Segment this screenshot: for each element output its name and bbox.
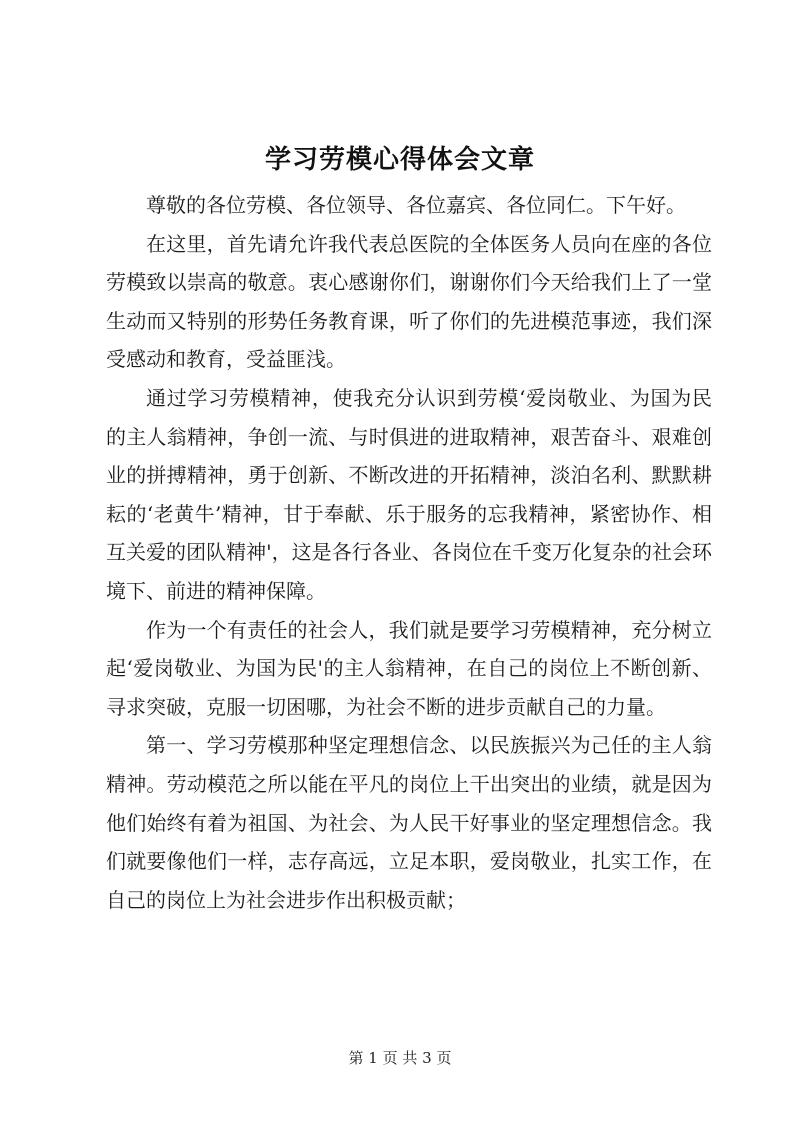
paragraph-spirit: 通过学习劳模精神，使我充分认识到劳模‘爱岗敬业、为国为民的主人翁精神，争创一流、与时俱进的进取精神，艰苦奋斗、艰难创业的拼搏精神，勇于创新、不断改进的开拓精神，淡泊名利、默默耕耘的‘老黄牛’精神，甘于奉献、乐于服务的忘我精神，紧密协作、相互关爱的团队精神'，这是各行各业、各岗位在千变万化复杂的社会环境下、前进的精神保障。 [106, 385, 712, 603]
article-body [106, 186, 712, 919]
paragraph-thanks: 在这里，首先请允许我代表总医院的全体医务人员向在座的各位劳模致以崇高的敬意。衷心感谢你们，谢谢你们今天给我们上了一堂生动而又特别的形势任务教育课，听了你们的先进模范事迹，我们深受感动和教育，受益匪浅。 [106, 231, 712, 372]
page-footer: 第 1 页 共 3 页 [348, 1049, 452, 1067]
page-title: 学习劳模心得体会文章 [264, 145, 535, 175]
paragraph-responsibility: 作为一个有责任的社会人，我们就是要学习劳模精神，充分树立起‘爱岗敬业、为国为民'的主人翁精神，在自己的岗位上不断创新、寻求突破，克服一切困哪，为社会不断的进步贡献自己的力量。 [106, 617, 712, 719]
paragraph-first-point: 第一、学习劳模那种坚定理想信念、以民族振兴为己任的主人翁精神。劳动模范之所以能在平凡的岗位上干出突出的业绩，就是因为他们始终有着为祖国、为社会、为人民干好事业的坚定理想信念。我们就要像他们一样，志存高远，立足本职，爱岗敬业，扎实工作，在自己的岗位上为社会进步作出积极贡献； [106, 733, 712, 912]
paragraph-greeting: 尊敬的各位劳模、各位领导、各位嘉宾、各位同仁。下午好。 [146, 193, 686, 217]
